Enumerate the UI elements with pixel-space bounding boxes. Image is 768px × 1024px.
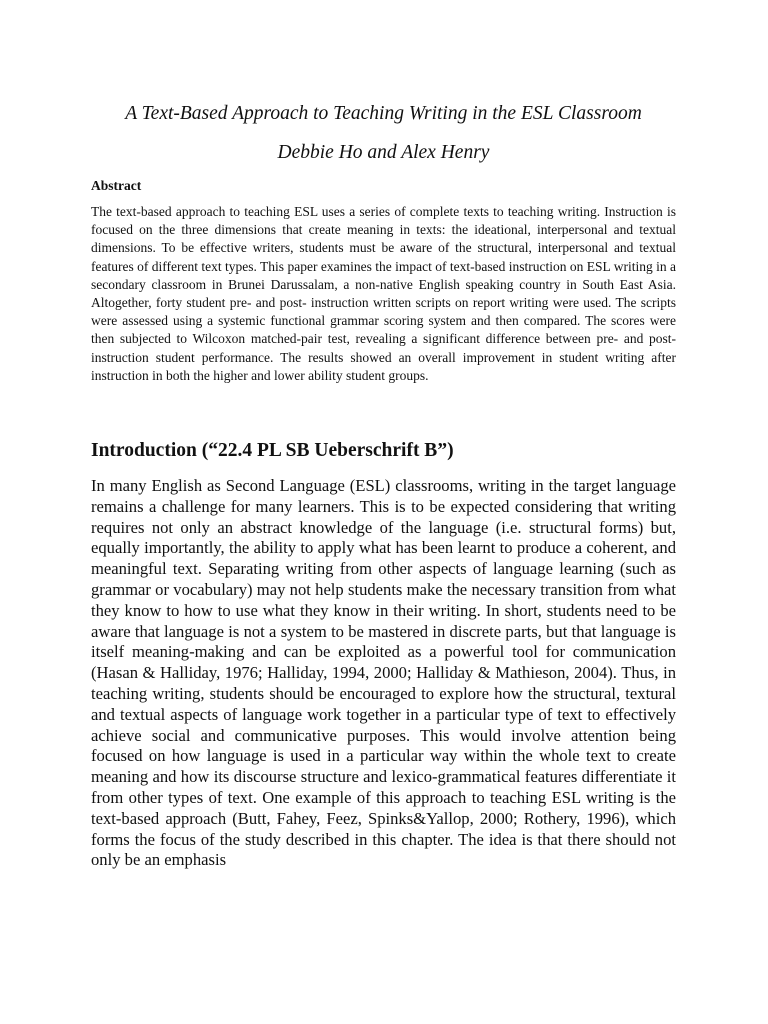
abstract-text: The text-based approach to teaching ESL uses a series of complete texts to teaching writing. Instruction is focused on the three dimensions that create meaning in texts: the ideational, interpersonal and textual dimensions. To be effective writers, students must be aware of the structural, interpersonal and textual features of different text types. This paper examines the impact of text-based instruction on ESL writing in a secondary classroom in Brunei Darussalam, a non-native English speaking country in South East Asia. Altogether, forty student pre- and post- instruction written scripts on report writing were used. The scripts were assessed using a systemic functional grammar scoring system and then compared. The scores were then subjected to Wilcoxon matched-pair test, revealing a significant difference between pre- and post- instruction student performance. The results showed an overall improvement in student writing after instruction in both the higher and lower ability student groups. (91, 204, 676, 383)
section-heading-introduction: Introduction (“22.4 PL SB Ueberschrift B”) (91, 440, 454, 461)
introduction-text: In many English as Second Language (ESL) classrooms, writing in the target language remains a challenge for many learners. This is to be expected considering that writing requires not only an abstract knowledge of the language (i.e. structural forms) but, equally importantly, the ability to apply what has been learnt to produce a coherent, and meaningful text. Separating writing from other aspects of language learning (such as grammar or vocabulary) may not help students make the necessary transition from what they know to how to use what they know in their writing. In short, students need to be aware that language is not a system to be mastered in discrete parts, but that language is itself meaning-making and can be exploited as a powerful tool for communication (Hasan & Halliday, 1976; Halliday, 1994, 2000; Halliday & Mathieson, 2004). Thus, in teaching writing, students should be encouraged to explore how the structural, textural and textual aspects of language work together in a particular type of text to effectively achieve social and communicative purposes. This would involve attention being focused on how language is used in a particular way within the whole text to create meaning and how its discourse structure and lexico-grammatical features differentiate it from other types of text. One example of this approach to teaching ESL writing is the text-based approach (Butt, Fahey, Feez, Spinks&Yallop, 2000; Rothery, 1996), which forms the focus of the study described in this chapter. The idea is that there should not only be an emphasis (91, 476, 676, 870)
abstract-heading: Abstract (91, 178, 142, 193)
paper-title: A Text-Based Approach to Teaching Writing in the ESL Classroom (125, 103, 642, 124)
paper-authors: Debbie Ho and Alex Henry (277, 142, 490, 163)
